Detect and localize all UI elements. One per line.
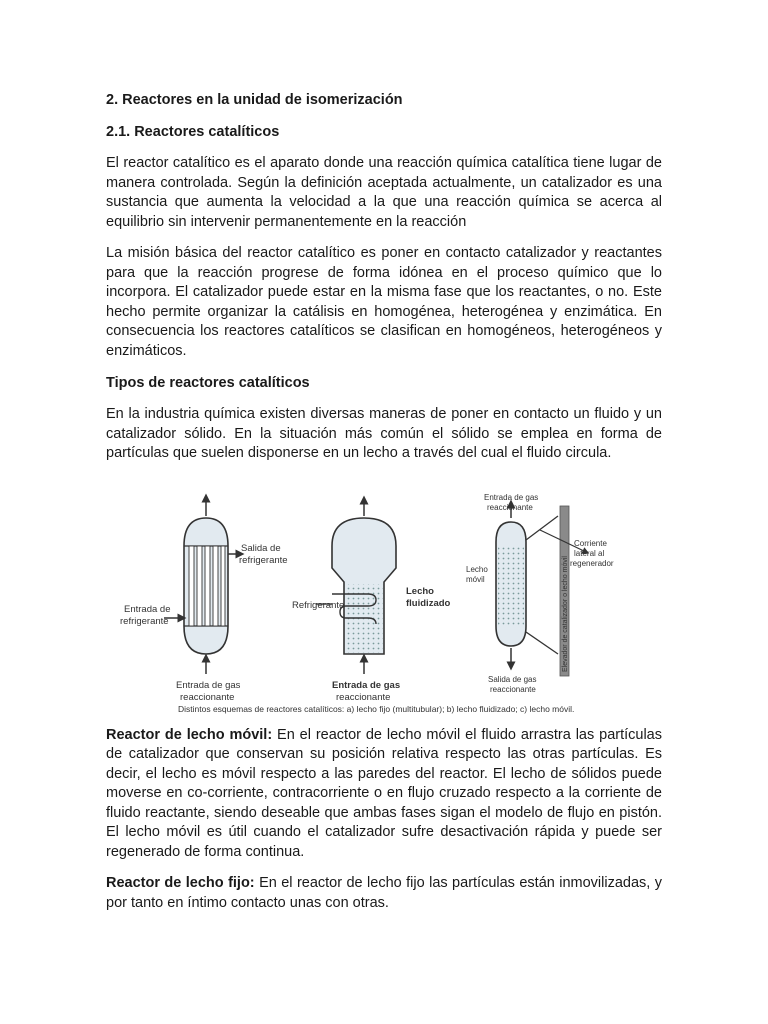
label-gas-inlet-b-2: reaccionante [336,691,391,703]
label-lateral-stream-2: lateral al [574,548,605,558]
label-gas-inlet-a: Entrada de gas [176,679,241,691]
label-moving-bed: Lecho [466,564,488,574]
fluidized-bed-reactor-diagram [292,500,451,703]
label-refrigerant-b: Refrigerante [292,599,345,611]
moving-bed-text: En el reactor de lecho móvil el fluido arrastra las partículas de catalizador que conservan su posición relativa respecto las otras partículas. Es decir, el lecho es móvil respecto a las paredes del reactor. El lecho de sólidos puede moverse en co-corriente, contracorriente o en flujo cruzado respecto a la corriente de fluido reactante, siendo deseable que ambas fases sigan el modelo de flujo en pistón. El lecho móvil es útil cuando el catalizador sufre desactivación rápida y puede ser regenerado de forma continua. [106,726,662,860]
figure-caption: Distintos esquemas de reactores catalíticos: a) lecho fijo (multitubular); b) lecho fluidizado; c) lecho móvil. [178,703,575,714]
label-coolant-outlet-2: refrigerante [239,554,288,566]
label-lateral-stream: Corriente [574,538,607,548]
moving-bed-reactor-diagram [466,493,614,694]
fixed-bed-reactor-diagram [120,498,288,703]
label-gas-inlet-b: Entrada de gas [332,679,401,691]
reactor-figure [106,476,614,716]
label-gas-inlet-c: Entrada de gas [484,492,539,502]
label-catalyst-elevator: Elevador de catalizador o lecho móvil [562,555,569,672]
fixed-bed-text: En el reactor de lecho fijo las partículas están inmovilizadas, y por tanto en íntimo contacto unas con otras. [106,875,662,911]
label-gas-outlet-c-2: reaccionante [490,684,536,694]
reactor-diagrams [106,476,614,716]
paragraph-types: En la industria química existen diversas maneras de poner en contacto un fluido y un catalizador sólido. En la situación más común el sólido se emplea en forma de partículas que suelen disponerse en un lecho a través del cual el fluido circula. [106,406,662,461]
paragraph-moving-bed [106,726,662,863]
document-content [106,90,662,925]
label-coolant-inlet: Entrada de [124,603,171,615]
paragraph-mission: La misión básica del reactor catalítico es poner en contacto catalizador y reactantes para que la reacción progrese de forma idónea en el proceso químico que lo incorpora. El catalizador puede estar en la misma fase que los reactantes, o no. Este hecho permite organizar la catálisis en homogénea, heterogénea y enzimática. En consecuencia los reactores catalíticos se clasifican en homogéneos, heterogéneos y enzimáticos. [106,245,662,359]
paragraph-fixed-bed [106,874,662,913]
label-fluidized-bed: Lecho [406,585,434,597]
label-moving-bed-2: móvil [466,574,485,584]
label-coolant-outlet: Salida de [241,542,281,554]
subsection-title: 2.1. Reactores catalíticos [106,124,280,140]
label-coolant-inlet-2: refrigerante [120,615,169,627]
types-heading: Tipos de reactores catalíticos [106,375,310,391]
label-gas-inlet-c-2: reaccionante [487,502,533,512]
moving-bed-label: Reactor de lecho móvil: [106,726,273,743]
paragraph-definition: El reactor catalítico es el aparato donde una reacción química catalítica tiene lugar de manera controlada. Según la definición aceptada actualmente, un catalizador es una sustancia que aumenta la velocidad a la que una reacción química se acerca al equilibrio sin intervenir permanentemente en la reacción [106,155,662,230]
fixed-bed-label: Reactor de lecho fijo: [106,875,255,891]
label-gas-outlet-c: Salida de gas [488,674,537,684]
label-lateral-stream-3: regenerador [570,558,614,568]
label-gas-inlet-a-2: reaccionante [180,691,235,703]
label-fluidized-bed-2: fluidizado [406,597,451,609]
section-title: 2. Reactores en la unidad de isomerización [106,92,403,108]
